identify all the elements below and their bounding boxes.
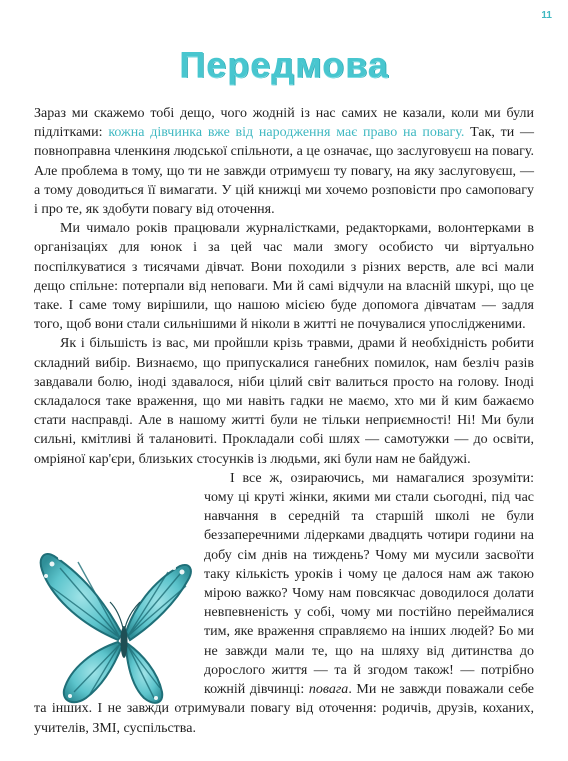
paragraph-4-before: І все ж, озираючись, ми намагалися зрозуміти: чому ці круті жінки, якими ми стали сьогодні, під час навчання в середній та старшій школі не були беззаперечними лідерками двадцять чотири години на добу сім днів на тиждень? Чому ми мусили засвоїти таку кількість уроків і чому це далося нам аж такою мірою важко? Чому нам повсякчас доводилося долати невпевненість у собі, чому ми постійно переймалися тим, яке враження справляємо на інших людей? Бо ми не завжди мали те, що на шляху від дитинства до дорослого життя — та й згодом також! — потрібно кожній дівчинці: xyxy=(204,470,534,698)
paragraph-3: Як і більшість із вас, ми пройшли крізь травми, драми й необхідність робити складний вибір. Визнаємо, що припускалися ганебних помилок, нам безліч разів завдавали болю, іноді здавалося, ніби цілий світ валиться просто на голову. Іноді складалося таке враження, що ми навіть гадки не маємо, хто ми й ким бажаємо стати насправді. Але в нашому житті були не тільки неприємності! Ні! Ми були сильні, кмітливі й талановиті. Прокладали собі шлях — самотужки — до освіти, омріяної кар'єри, близьких стосунків із людьми, які були нам не байдужі. xyxy=(34,336,534,467)
page-number: 11 xyxy=(541,10,552,21)
butterfly-body xyxy=(121,626,128,658)
paragraph-1 xyxy=(34,104,534,219)
butterfly-illustration xyxy=(30,542,198,712)
page-title: Передмова xyxy=(179,44,389,85)
butterfly-wings-upper xyxy=(41,554,191,640)
paragraph-1-before: Зараз ми скажемо тобі дещо, чого жодній із нас самих не казали, коли ми були підлітками: xyxy=(34,106,534,141)
emphasis-word: повага xyxy=(308,682,349,698)
paragraph-2: Ми чимало років працювали журналістками, редакторками, волонтерками в організаціях для юнок і за цей час мали змогу особисто чи віртуально поспілкуватися з тисячами дівчат. Вони походили з різних верств, але всі мали дещо спільне: потерпали від неповаги. Ми й самі відчули на власній шкурі, що це таке. І саме тому вирішили, що нашою місією буде допомога дівчатам — задля того, щоб вони стали сильнішими й ніколи в житті не почувалися упослідженими. xyxy=(34,221,534,333)
paragraph-4-after: . Ми не завжди поважали себе та інших. І не завжди отримували повагу від оточення: родичів, друзів, коханих, учителів, ЗМІ, суспільства. xyxy=(34,682,534,736)
paragraph-1-after: Так, ти — повноправна членкиня людської спільноти, а це означає, що заслуговуєш на повагу. Але проблема в тому, що ти не завжди отримуєш ту повагу, на яку заслуговуєш, — а тому доводиться її вимагати. У цій книжці ми хочемо розповісти про самоповагу і про те, як здобути повагу від оточення. xyxy=(34,125,534,218)
highlighted-phrase: кожна дівчинка вже від народження має право на повагу. xyxy=(108,125,465,141)
